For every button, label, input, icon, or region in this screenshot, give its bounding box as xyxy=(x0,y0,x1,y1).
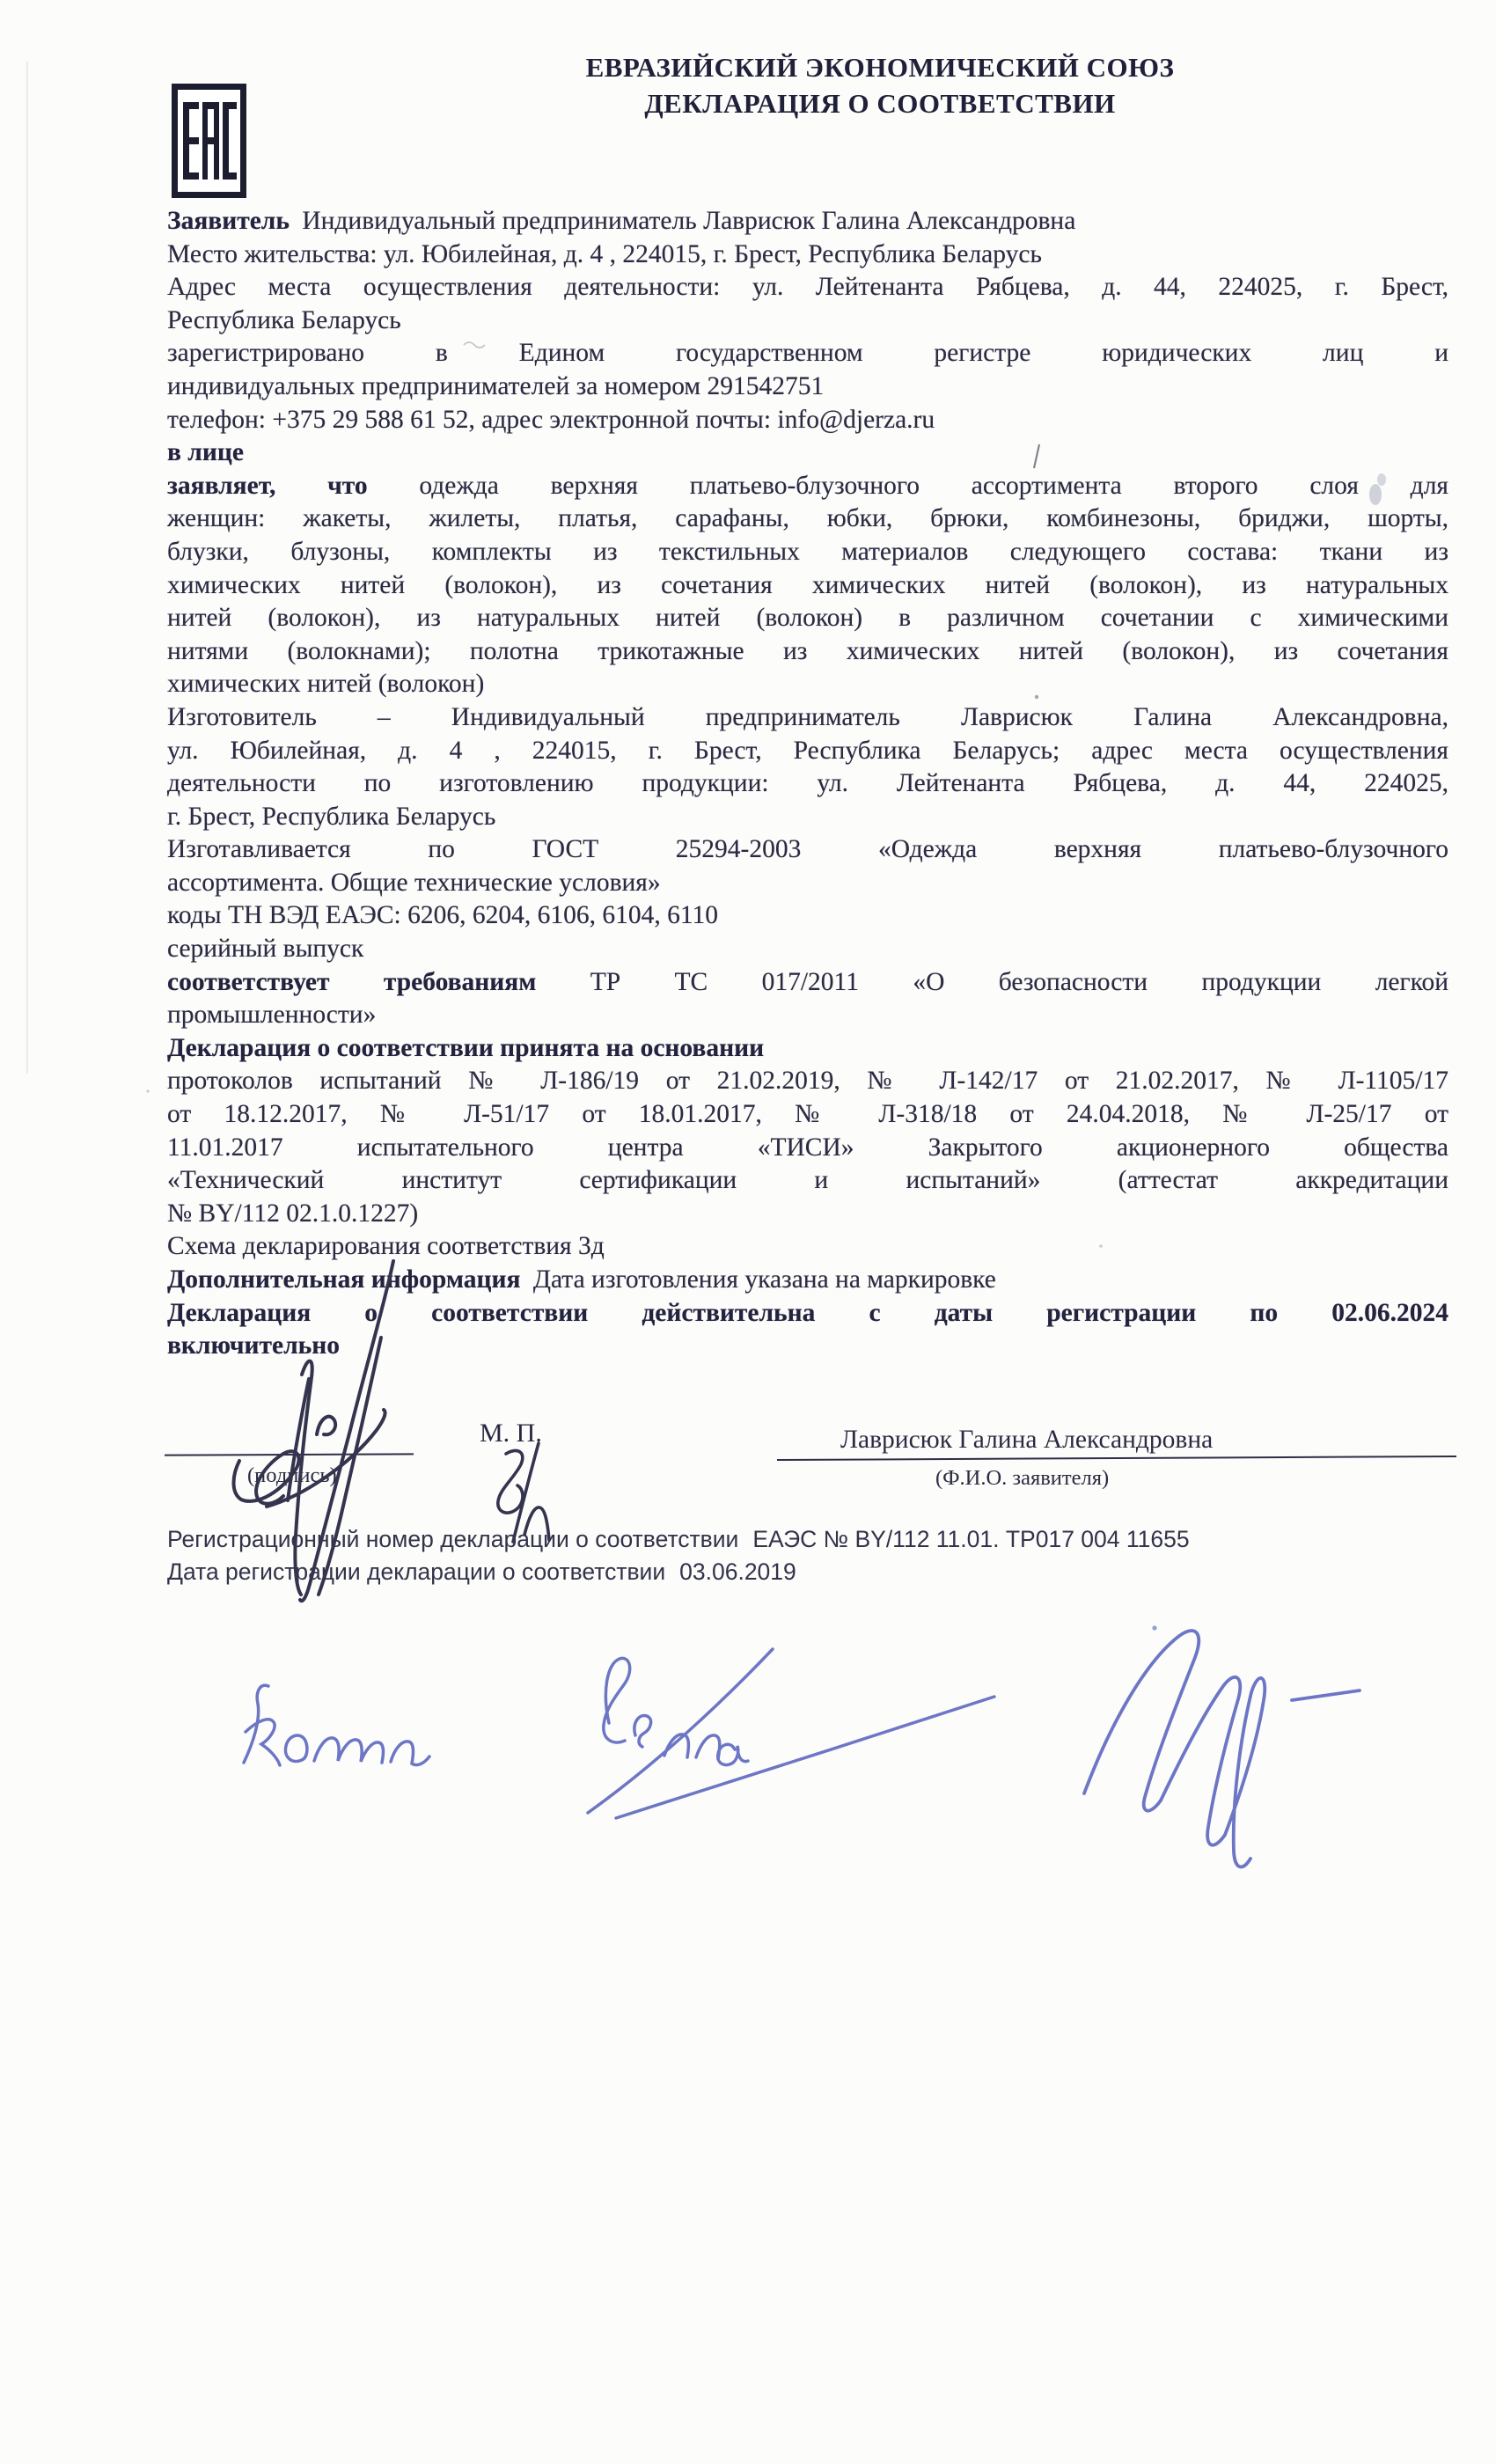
document-line xyxy=(167,1264,1448,1297)
document-line xyxy=(167,271,1448,304)
line-text: индивидуальных предпринимателей за номером 291542751 xyxy=(167,371,825,400)
copy-note-handwriting xyxy=(244,1649,994,1818)
line-text: Адрес места осуществления деятельности: ул. Лейтенанта Рябцева, д. 44, 224025, г. Брест, xyxy=(167,273,1448,302)
registration-number-line xyxy=(167,1523,1190,1556)
document-line xyxy=(167,1297,1448,1331)
document-line xyxy=(167,767,1448,801)
document-line xyxy=(167,801,1448,834)
eac-logo xyxy=(172,84,246,198)
line-text: Индивидуальный предприниматель Лаврисюк Галина Александровна xyxy=(295,207,1076,235)
document-line xyxy=(167,370,1448,404)
line-bold-text: Декларация о соответствии принята на основании xyxy=(167,1033,765,1062)
document-line xyxy=(167,966,1448,1000)
document-line xyxy=(167,536,1448,569)
line-text: деятельности по изготовлению продукции: ул. Лейтенанта Рябцева, д. 44, 224025, xyxy=(167,769,1448,798)
line-text: протоколов испытаний № Л-186/19 от 21.02.2019, № Л-142/17 от 21.02.2017, № Л-1105/17 xyxy=(167,1067,1448,1096)
scan-edge-artifact xyxy=(26,62,28,1074)
document-line xyxy=(167,735,1448,768)
line-text: Место жительства: ул. Юбилейная, д. 4 , 224015, г. Брест, Республика Беларусь xyxy=(167,239,1042,268)
document-line xyxy=(167,404,1448,437)
document-line xyxy=(167,999,1448,1032)
line-bold-text: заявляет, что xyxy=(167,471,368,500)
line-text: блузки, блузоны, комплекты из текстильных материалов следующего состава: ткани из xyxy=(167,537,1448,566)
document-line xyxy=(167,602,1448,635)
title-declaration: ДЕКЛАРАЦИЯ О СООТВЕТСТВИИ xyxy=(644,88,1116,119)
document-line xyxy=(167,470,1448,503)
document-line xyxy=(167,833,1448,867)
line-text: ул. Юбилейная, д. 4 , 224015, г. Брест, Республика Беларусь; адрес места осуществления xyxy=(167,736,1448,765)
document-line xyxy=(167,1132,1448,1165)
line-text: ассортимента. Общие технические условия» xyxy=(167,868,661,897)
line-text: Изготавливается по ГОСТ 25294-2003 «Одежда верхняя платьево-блузочного xyxy=(167,835,1448,864)
signature-line xyxy=(165,1453,414,1456)
document-line xyxy=(167,1065,1448,1098)
document-line xyxy=(167,1164,1448,1198)
name-caption: (Ф.И.О. заявителя) xyxy=(935,1466,1110,1490)
line-text: химических нитей (волокон), из сочетания химических нитей (волокон), из натуральных xyxy=(167,570,1448,599)
line-text: Республика Беларусь xyxy=(167,305,401,334)
document-line xyxy=(167,502,1448,536)
document-line xyxy=(167,635,1448,669)
document-line xyxy=(167,668,1448,701)
line-text: Дата изготовления указана на маркировке xyxy=(526,1265,996,1294)
line-text: промышленности» xyxy=(167,1001,377,1030)
document-line xyxy=(167,1198,1448,1231)
line-text: серийный выпуск xyxy=(167,935,364,964)
document-line xyxy=(167,205,1448,238)
line-bold-text: Дополнительная информация xyxy=(167,1265,521,1294)
document-line xyxy=(167,701,1448,735)
line-text: 11.01.2017 испытательного центра «ТИСИ» Закрытого акционерного общества xyxy=(167,1133,1448,1162)
line-text: № BY/112 02.1.0.1227) xyxy=(167,1199,419,1228)
registration-date-value: 03.06.2019 xyxy=(679,1558,796,1585)
line-text: «Технический институт сертификации и испытаний» (аттестат аккредитации xyxy=(167,1166,1448,1195)
line-text: телефон: +375 29 588 61 52, адрес электронной почты: info@djerza.ru xyxy=(167,405,935,434)
blue-signature-ink xyxy=(1084,1631,1360,1866)
title-union: ЕВРАЗИЙСКИЙ ЭКОНОМИЧЕСКИЙ СОЮЗ xyxy=(585,52,1175,83)
document-line xyxy=(167,436,1448,470)
line-text: нитями (волокнами); полотна трикотажные из химических нитей (волокон), из сочетания xyxy=(167,636,1448,665)
document-line xyxy=(167,899,1448,933)
registration-date-line xyxy=(167,1556,1190,1588)
registration-number-label: Регистрационный номер декларации о соответствии xyxy=(167,1526,739,1552)
line-text: зарегистрировано в Едином государственном регистре юридических лиц и xyxy=(167,339,1448,368)
eac-mark-icon xyxy=(172,84,246,198)
applicant-name: Лаврисюк Галина Александровна xyxy=(840,1426,1214,1454)
line-text: г. Брест, Республика Беларусь xyxy=(167,802,496,831)
document-line xyxy=(167,1330,1448,1363)
document-line xyxy=(167,1230,1448,1264)
document-body xyxy=(167,205,1448,1363)
line-bold-text: соответствует требованиям xyxy=(167,967,537,996)
line-bold-text: Заявитель xyxy=(167,207,290,235)
registration-info xyxy=(167,1523,1190,1588)
document-line xyxy=(167,238,1448,272)
registration-number-value: ЕАЭС № BY/112 11.01. ТР017 004 11655 xyxy=(752,1526,1190,1552)
document-line xyxy=(167,1098,1448,1132)
document-line xyxy=(167,337,1448,370)
applicant-name-line xyxy=(777,1456,1456,1461)
registration-date-label: Дата регистрации декларации о соответствии xyxy=(167,1558,666,1585)
document-line xyxy=(167,304,1448,338)
line-text: нитей (волокон), из натуральных нитей (волокон) в различном сочетании с химическими xyxy=(167,604,1448,633)
line-text: ТР ТС 017/2011 «О безопасности продукции легкой xyxy=(536,967,1448,996)
document-line xyxy=(167,569,1448,603)
line-bold-text: Декларация о соответствии действительна с даты регистрации по 02.06.2024 xyxy=(167,1298,1448,1327)
document-line xyxy=(167,1032,1448,1066)
line-text: от 18.12.2017, № Л-51/17 от 18.01.2017, № Л-318/18 от 24.04.2018, № Л-25/17 от xyxy=(167,1100,1448,1129)
stamp-place-label: М. П. xyxy=(480,1419,542,1448)
line-text: Изготовитель – Индивидуальный предприниматель Лаврисюк Галина Александровна, xyxy=(167,702,1448,731)
document-title xyxy=(264,49,1496,121)
line-text: женщин: жакеты, жилеты, платья, сарафаны, юбки, брюки, комбинезоны, бриджи, шорты, xyxy=(167,504,1448,533)
line-text: коды ТН ВЭД ЕАЭС: 6206, 6204, 6106, 6104, 6110 xyxy=(167,901,719,930)
line-bold-text: включительно xyxy=(167,1331,341,1360)
line-text: химических нитей (волокон) xyxy=(167,670,485,699)
document-line xyxy=(167,867,1448,900)
sign-caption: (подпись) xyxy=(247,1463,337,1487)
document-line xyxy=(167,933,1448,966)
line-bold-text: в лице xyxy=(167,438,244,467)
line-text: одежда верхняя платьево-блузочного ассортимента второго слоя для xyxy=(367,471,1448,500)
line-text: Схема декларирования соответствия 3д xyxy=(167,1232,605,1261)
